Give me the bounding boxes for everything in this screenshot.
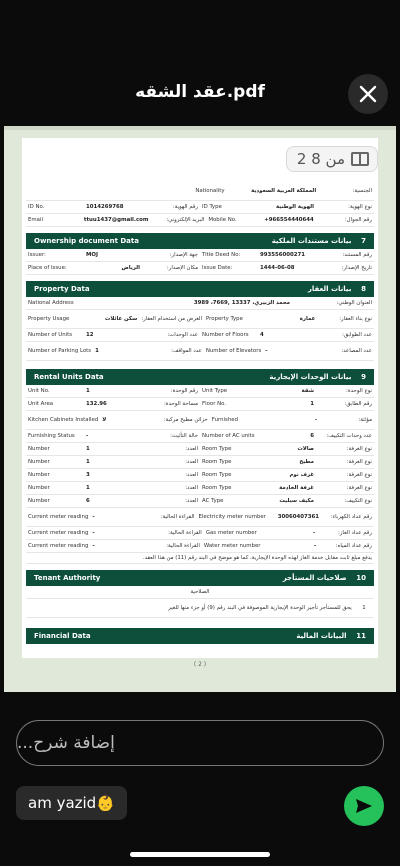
table-row [26, 469, 374, 482]
table-cell: القراءة الحالية: [160, 514, 195, 520]
table-cell: 1 [86, 388, 90, 394]
table-cell: Unit Area [28, 401, 54, 407]
table-row: Nationality المملكة العربية السعودية الجنسية: [26, 182, 374, 201]
table-cell: Kitchen Cabinets Installed [28, 417, 99, 423]
table-cell: Number [28, 459, 50, 465]
table-cell: 30060407361 [277, 514, 319, 520]
table-cell: - [313, 530, 316, 536]
home-indicator[interactable] [130, 852, 270, 857]
table-cell: Number [28, 446, 50, 452]
table-cell: Room Type [202, 459, 232, 465]
table-cell: Unit Type [202, 388, 228, 394]
table-cell: Number [28, 472, 50, 478]
caption-input[interactable] [16, 720, 384, 766]
table-row: ID No. 1014269768 رقم الهوية: ID Type الهوية الوطنية نوع الهوية: [26, 201, 374, 214]
table-cell: رقم الطابق: [344, 401, 372, 407]
pdf-page [22, 138, 378, 668]
file-title: عقد الشقه.pdf [135, 82, 265, 102]
recipient-label: am yazid👶 [28, 794, 115, 812]
table-cell: نوع الغرفة: [346, 472, 372, 478]
table-row: Property Usage سكن عائلات الغرض من استخدام العقار: Property Type عمارة نوع بناء العقار: [26, 310, 374, 329]
table-cell: - [86, 433, 89, 439]
table-cell: Room Type [202, 472, 232, 478]
table-cell: 6 [86, 498, 90, 504]
section-9-header: Rental Units Data 9 بيانات الوحدات الإيجارية [26, 369, 374, 385]
table-cell: مساحة الوحدة: [163, 401, 198, 407]
table-cell: العدد: [185, 459, 198, 465]
table-cell: غرف نوم [289, 472, 314, 478]
section-10-header: Tenant Authority 10 صلاحيات المستأجر [26, 570, 374, 586]
table-cell: مكيف سبليت [279, 498, 314, 504]
table-row: National Address محمد الزبيري، 13337 ,7669، 3989 العنوان الوطني: [26, 297, 374, 310]
table-cell: نوع الغرفة: [346, 459, 372, 465]
gas-note: يدفع مبلغ ثابت مقابل خدمة الغاز لهذه الوحدة الإيجارية، كما هو موضح في البند رقم (11) من هذا العقد. [26, 553, 374, 564]
table-row: Place of Issue: الرياض مكان الإصدار: Issue Date: 1444-06-08 تاريخ الإصدار: [26, 262, 374, 275]
table-cell: Water meter number [203, 543, 261, 549]
table-cell: Number [28, 498, 50, 504]
table-row [26, 527, 374, 540]
table-row [26, 508, 374, 527]
table-cell: 1 [86, 485, 90, 491]
send-icon [354, 796, 374, 816]
table-cell: نوع الغرفة: [346, 485, 372, 491]
table-row [26, 411, 374, 430]
page-number: ( 2 ) [193, 661, 207, 668]
table-cell: Floor No. [202, 401, 227, 407]
close-icon [359, 85, 377, 103]
table-cell: رقم عداد الغاز: [338, 530, 372, 536]
table-row: Number of Parking Lots 1 عدد المواقف: Number of Elevators - عدد المصاعد: [26, 342, 374, 361]
table-cell: Number of AC units [202, 433, 255, 439]
page-view-icon [351, 152, 369, 166]
section-11-header: Financial Data 11 البيانات المالية [26, 628, 374, 644]
table-cell: 132.96 [86, 401, 107, 407]
table-cell: غرفة الخادمة [279, 485, 314, 491]
party-info-table [26, 182, 374, 644]
table-cell: العدد: [185, 485, 198, 491]
table-row: يحق للمستأجر تأجير الوحدة الإيجارية الموصوفة في البند رقم (9) أو جزء منها للغير 1 [26, 599, 374, 618]
table-cell: مطبخ [299, 459, 314, 465]
table-row [26, 456, 374, 469]
table-cell: Current meter reading [28, 514, 89, 520]
table-cell: القراءة الحالية: [166, 543, 200, 549]
close-button[interactable] [348, 74, 388, 114]
table-row: الصلاحية [26, 586, 374, 599]
table-row: Email ttuu1437@gmail.com البريد الإلكتروني: Mobile No. +966554440644 رقم الجوال: [26, 214, 374, 227]
table-cell: Furnishing Status [28, 433, 75, 439]
caption-placeholder: إضافة شرح... [17, 733, 115, 753]
recipient-chip[interactable] [16, 786, 127, 820]
table-cell: مؤثثة: [358, 417, 372, 423]
table-cell: - [92, 530, 95, 536]
table-row [26, 443, 374, 456]
table-cell: 1 [310, 401, 314, 407]
table-row [26, 385, 374, 398]
table-cell: 1 [86, 446, 90, 452]
table-cell: - [92, 543, 95, 549]
table-row: Issuer: MOJ جهة الإصدار: Title Deed No: 993556000271 رقم المستند: [26, 249, 374, 262]
table-cell: لا [102, 417, 107, 423]
table-row [26, 540, 374, 553]
table-row: Number of Units 12 عدد الوحدات: Number of Floors 4 عدد الطوابق: [26, 329, 374, 342]
table-cell: Unit No. [28, 388, 50, 394]
table-cell: Gas meter number [205, 530, 257, 536]
table-row [26, 430, 374, 443]
table-cell: - [92, 514, 95, 520]
table-cell: 3 [86, 472, 90, 478]
table-row [26, 398, 374, 411]
table-cell: Room Type [202, 446, 232, 452]
table-cell: نوع الوحدة: [346, 388, 372, 394]
table-cell: AC Type [202, 498, 224, 504]
table-cell: صالات [297, 446, 314, 452]
table-cell: Electricity meter number [198, 514, 266, 520]
table-cell: نوع التكييف: [344, 498, 372, 504]
table-row [26, 482, 374, 495]
table-cell: العدد: [185, 446, 198, 452]
section-7-header: Ownership document Data 7 بيانات مستندات الملكية [26, 233, 374, 249]
viewer-header [0, 0, 400, 120]
table-cell: 1 [86, 459, 90, 465]
table-cell: Number [28, 485, 50, 491]
table-cell: رقم الوحدة: [170, 388, 198, 394]
table-cell: حالة التأثيث: [170, 433, 198, 439]
section-8-header: Property Data 8 بيانات العقار [26, 281, 374, 297]
table-cell: - [314, 543, 317, 549]
table-cell: Current meter reading [28, 530, 89, 536]
table-row [26, 495, 374, 508]
page-counter-label: 2 من 8 [296, 150, 345, 168]
rental-units-table [26, 385, 374, 553]
table-cell: عدد وحدات التكييف: [326, 433, 372, 439]
table-cell: العدد: [185, 498, 198, 504]
table-cell: نوع الغرفة: [346, 446, 372, 452]
table-cell: شقة [301, 388, 314, 394]
table-cell: رقم عداد الكهرباء: [330, 514, 373, 520]
send-button[interactable] [344, 786, 384, 826]
page-counter[interactable] [286, 146, 378, 172]
table-cell: خزائن مطبخ مركبة: [163, 417, 208, 423]
table-cell: Room Type [202, 485, 232, 491]
table-cell: العدد: [185, 472, 198, 478]
table-cell: رقم عداد المياه: [335, 543, 372, 549]
document-preview[interactable] [4, 130, 396, 692]
table-cell: - [314, 417, 318, 423]
table-cell: القراءة الحالية: [168, 530, 202, 536]
table-cell: 6 [310, 433, 314, 439]
table-cell: Current meter reading [28, 543, 89, 549]
table-cell: Furnished [211, 417, 238, 423]
